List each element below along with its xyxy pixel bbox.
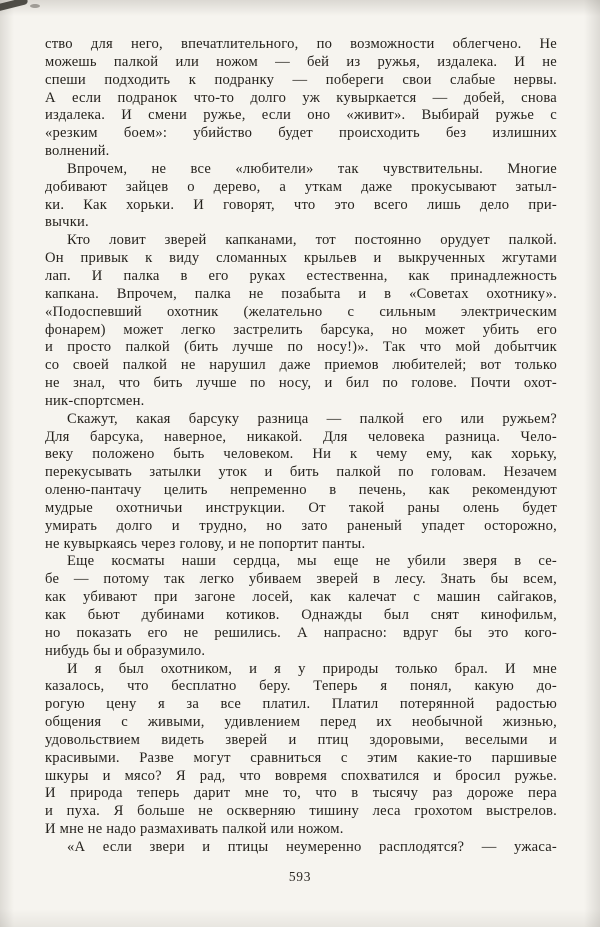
text-line: Для барсука, наверное, никакой. Для человека разница. Чело- [45,428,557,445]
text-line: перекусывать затылки уток и бить палкой по головам. Незачем [45,464,557,481]
text-line: веку положено быть человеком. Ни к чему ему, как хорьку, [45,446,557,463]
text-line: шкуры и мясо? Я рад, что вовремя спохватился и бросил ружье. [45,767,557,784]
text-line: Еще косматы наши сердца, мы еще не убили зверя в се- [67,553,557,570]
text-line: как бьют дубинами котиков. Однажды был снят кинофильм, [45,607,557,623]
text-line: ки. Как хорьки. И говорят, что это всего лишь дело при- [45,196,557,213]
text-line: как убивают при загоне лосей, как калечат с машин сайгаков, [45,589,557,606]
paragraph [45,161,557,232]
text-line: капкана. Впрочем, палка не позабыта и в «Советах охотнику». [45,285,557,302]
text-line: «А если звери и птицы неумеренно расплодятся? — ужаса- [67,838,557,855]
paragraph [45,553,557,660]
text-line: оленю-пантачу целить непременно в печень, как рекомендуют [45,482,557,499]
text-line: «Подоспевший охотник (желательно с сильным электрическим [45,303,557,320]
text-line: удовольствием видеть зверей и птиц здоровыми, веселыми и [45,731,557,748]
text-line: И я был охотником, и я у природы только брал. И мне [67,660,557,677]
text-line: Впрочем, не все «любители» так чувствительны. Многие [67,160,557,177]
text-line: И мне не надо размахивать палкой или ножом. [45,821,344,838]
paragraph [45,232,557,410]
text-line: нибудь бы и образумило. [45,642,206,659]
text-line: А если подранок что-то долго уж кувыркается — добей, снова [45,89,557,106]
scan-artifact [0,0,28,12]
paragraph [45,661,557,839]
text-line: Он привык к виду сломанных крыльев и выкрученных жгутами [45,250,557,267]
page-number: 593 [288,869,312,884]
text-line: Скажут, какая барсуку разница — палкой его или ружьем? [67,410,557,427]
text-line: не знал, что бить лучше по носу, и бил по голове. Почти охот- [45,375,557,392]
text-line: не кувыркаясь через голову, и не попортит панты. [45,535,366,552]
text-line: «резким боем»: убийство будет происходить без излишних [45,125,557,142]
text-line: Кто ловит зверей капканами, тот постоянно орудует палкой. [67,232,557,249]
text-line: И природа теперь дарит мне то, что в тысячу раз дороже пера [45,785,557,802]
text-line: можешь палкой или ножом — бей из ружья, издалека. И не [45,53,557,70]
text-line: умирать долго и трудно, но зато раненый упадет осторожно, [45,517,557,534]
text-line: ник-спортсмен. [45,392,145,409]
paragraph [45,36,557,161]
text-line: рогую цену я за все платил. Платил потерянной радостью [45,696,557,713]
text-block [45,36,557,857]
text-line: бе — потому так легко убиваем зверей в лесу. Знать бы всем, [45,571,557,588]
text-line: казалось, что бесплатно беру. Теперь я понял, какую до- [45,678,557,695]
paragraph [45,839,557,857]
text-line: и просто палкой (бить лучше по носу!)». Так что мой добытчик [45,339,557,356]
text-line: издалека. И смени ружье, если оно «живит». Выбирай ружье с [45,107,557,124]
text-line: лап. И палка в его руках естественна, как принадлежность [45,267,557,284]
text-line: и пуха. Я больше не оскверняю тишину леса грохотом выстрелов. [45,803,557,820]
text-line: вычки. [45,214,89,231]
text-line: фонарем) может легко застрелить барсука, но может убить его [45,321,557,338]
text-line: но показать его не решились. А напрасно: вдруг бы это кого- [45,624,557,641]
paragraph [45,411,557,554]
text-line: ство для него, впечатлительного, по возможности облегчено. Не [45,36,557,52]
text-line: мудрые охотничьи инструкции. От такой раны олень будет [45,499,557,516]
text-line: со своей палкой не нарушил даже приемов любителей; вот только [45,357,557,374]
text-line: спеши подходить к подранку — побереги свои слабые нервы. [45,71,557,88]
scan-artifact [30,4,40,8]
text-line: общения с живыми, удивлением перед их необычной жизнью, [45,714,557,731]
text-line: красивыми. Разве могут сравниться с этим какие-то паршивые [45,749,557,766]
text-line: волнений. [45,143,110,160]
text-line: добивают зайцев о дерево, а уткам даже прокусывают затыл- [45,178,557,195]
